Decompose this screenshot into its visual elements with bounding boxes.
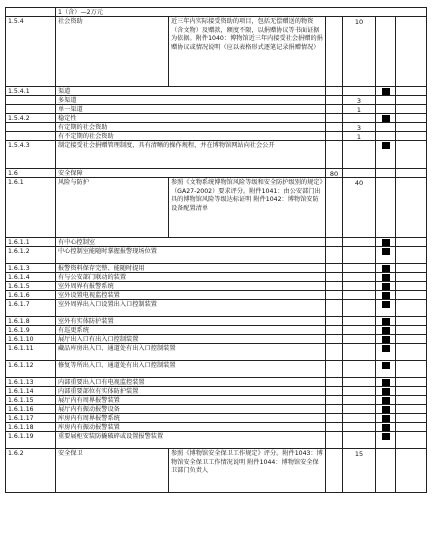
row-score-cell — [325, 122, 342, 131]
row-score-cell — [325, 86, 342, 95]
row-score-cell — [325, 177, 342, 237]
row-item-cell: 库房内有周界报警系统 — [55, 413, 325, 422]
row-id-cell: 1.6.2 — [5, 448, 55, 493]
row-blank-cell — [395, 422, 427, 431]
row-id-cell: 1.6.1.7 — [5, 299, 55, 316]
row-blank-cell — [395, 325, 427, 334]
redaction-mark — [382, 362, 390, 369]
row-blank-cell — [395, 377, 427, 386]
row-blank-cell — [395, 263, 427, 272]
redaction-mark — [382, 336, 390, 343]
row-item-cell: 修复等所出入口、通道处有出入口控制装置 — [55, 360, 325, 377]
row-mark-cell — [375, 246, 395, 263]
row-score-cell — [325, 131, 342, 140]
row-item-cell: 稳定性 — [55, 113, 325, 122]
row-id-cell — [5, 122, 55, 131]
row-mark-cell — [375, 316, 395, 325]
row-id-cell: 1.6.1.16 — [5, 404, 55, 413]
row-mark-cell — [375, 360, 395, 377]
row-id-cell: 1.6.1.4 — [5, 272, 55, 281]
redaction-mark — [382, 248, 390, 255]
row-subscore-cell — [342, 395, 375, 404]
row-id-cell: 1.6.1.18 — [5, 422, 55, 431]
row-score-cell — [325, 422, 342, 431]
row-subscore-cell — [342, 290, 375, 299]
redaction-mark — [382, 265, 390, 272]
redaction-mark — [382, 327, 390, 334]
row-score-cell — [325, 395, 342, 404]
row-item-cell: 室外设置电视监控装置 — [55, 290, 325, 299]
row-subscore-cell — [342, 237, 375, 246]
row-blank-cell — [395, 316, 427, 325]
row-desc-cell: 参照《文物系统博物馆风险等级和安全防护级别的规定》（GA27-2002）要求评分。附件1041：由公安部门出具的博物馆风险等级达标证明 附件1042：博物馆安防设备配置清单 — [168, 177, 325, 237]
row-score-cell — [325, 290, 342, 299]
row-score-cell — [325, 246, 342, 263]
row-score-cell — [325, 413, 342, 422]
row-mark-cell — [375, 95, 395, 104]
row-subscore-cell — [342, 404, 375, 413]
row-item-cell: 中心控制室能随时掌握报警现场位置 — [55, 246, 325, 263]
redaction-mark — [382, 283, 390, 290]
row-id-cell: 1.6.1.15 — [5, 395, 55, 404]
redaction-mark — [382, 88, 390, 95]
row-item-cell: 有与公安部门联动的装置 — [55, 272, 325, 281]
row-blank-cell — [395, 395, 427, 404]
row-item-cell: 有巡更系统 — [55, 325, 325, 334]
row-subscore-cell: 40 — [342, 177, 375, 237]
row-subscore-cell — [342, 325, 375, 334]
row-subscore-cell — [342, 86, 375, 95]
row-blank-cell — [395, 246, 427, 263]
row-item-cell: 内部重要出入口有电视监控装置 — [55, 377, 325, 386]
row-subscore-cell — [342, 299, 375, 316]
row-blank-cell — [395, 386, 427, 395]
row-blank-cell — [395, 290, 427, 299]
row-mark-cell — [375, 272, 395, 281]
row-id-cell: 1.6.1.19 — [5, 431, 55, 448]
row-mark-cell — [375, 122, 395, 131]
row-subscore-cell — [342, 263, 375, 272]
redaction-mark — [382, 239, 390, 246]
row-id-cell: 1.6.1.11 — [5, 343, 55, 360]
row-mark-cell — [375, 140, 395, 168]
row-score-cell — [325, 325, 342, 334]
row-item-cell: 报警资料保存完整、能随时提用 — [55, 263, 325, 272]
row-subscore-cell — [342, 343, 375, 360]
row-mark-cell — [375, 395, 395, 404]
row-item-cell: 库房内有振动报警装置 — [55, 422, 325, 431]
row-score-cell — [325, 16, 342, 86]
row-subscore-cell — [342, 281, 375, 290]
row-mark-cell — [375, 325, 395, 334]
row-id-cell: 1.5.4.2 — [5, 113, 55, 122]
row-item-cell: 制定接受社会捐赠管理制度，具有清晰的操作规程，并在博物馆网站向社会公开 — [55, 140, 325, 168]
row-score-cell — [325, 272, 342, 281]
row-score-cell — [325, 404, 342, 413]
evaluation-table — [5, 7, 427, 493]
redaction-mark — [382, 115, 390, 122]
redaction-mark — [382, 397, 390, 404]
row-blank-cell — [395, 343, 427, 360]
row-subscore-cell — [342, 334, 375, 343]
row-score-cell — [325, 377, 342, 386]
redaction-mark — [382, 424, 390, 431]
row-score-cell — [325, 299, 342, 316]
row-subscore-cell — [342, 168, 375, 177]
row-desc-cell: 近三年内实际接受资助的项目，包括无偿赠送的物资（含文物）及赠款，额度不限，以捐赠协议等书面证据为依据。附件1040：博物馆近三年内接受社会捐赠的捐赠协议或情况说明（应以表格形式逐笔记录捐赠情况） — [168, 16, 325, 86]
row-blank-cell — [395, 404, 427, 413]
row-mark-cell — [375, 343, 395, 360]
row-blank-cell — [395, 448, 427, 493]
row-id-cell: 1.6.1.1 — [5, 237, 55, 246]
row-mark-cell — [375, 299, 395, 316]
redaction-mark — [382, 388, 390, 395]
row-subscore-cell — [342, 431, 375, 448]
header-note-cell — [55, 7, 427, 16]
row-subscore-cell — [342, 377, 375, 386]
row-score-cell — [325, 386, 342, 395]
row-mark-cell — [375, 281, 395, 290]
row-score-cell — [325, 431, 342, 448]
row-blank-cell — [395, 113, 427, 122]
row-mark-cell — [375, 431, 395, 448]
row-item-cell: 有不定期的社会资助 — [55, 131, 325, 140]
row-score-cell — [325, 334, 342, 343]
row-score-cell — [325, 316, 342, 325]
row-id-cell: 1.6.1.12 — [5, 360, 55, 377]
row-id-cell: 1.6.1.14 — [5, 386, 55, 395]
row-id-cell — [5, 131, 55, 140]
redaction-mark — [382, 345, 390, 352]
row-subscore-cell: 15 — [342, 448, 375, 493]
row-mark-cell — [375, 377, 395, 386]
row-blank-cell — [395, 272, 427, 281]
row-blank-cell — [395, 86, 427, 95]
row-score-cell: 80 — [325, 168, 342, 177]
row-mark-cell — [375, 404, 395, 413]
row-item-cell: 有定期的社会资助 — [55, 122, 325, 131]
row-blank-cell — [395, 122, 427, 131]
row-id-cell: 1.6.1.8 — [5, 316, 55, 325]
row-item-cell: 单一渠道 — [55, 104, 325, 113]
row-score-cell — [325, 95, 342, 104]
row-id-cell: 1.6 — [5, 168, 55, 177]
row-score-cell — [325, 448, 342, 493]
row-mark-cell — [375, 113, 395, 122]
row-blank-cell — [395, 177, 427, 237]
row-item-cell: 室外周界出入口设置出入口控制装置 — [55, 299, 325, 316]
row-score-cell — [325, 237, 342, 246]
row-subscore-cell: 1 — [342, 104, 375, 113]
row-mark-cell — [375, 422, 395, 431]
row-score-cell — [325, 281, 342, 290]
row-blank-cell — [395, 360, 427, 377]
row-id-cell: 1.6.1.6 — [5, 290, 55, 299]
row-score-cell — [325, 360, 342, 377]
row-score-cell — [325, 343, 342, 360]
row-mark-cell — [375, 86, 395, 95]
row-score-cell — [325, 263, 342, 272]
row-subscore-cell — [342, 360, 375, 377]
row-subscore-cell — [342, 386, 375, 395]
row-subscore-cell — [342, 113, 375, 122]
row-blank-cell — [395, 299, 427, 316]
row-desc-cell: 参照《博物馆安全保卫工作规定》评分。附件1043：博物馆安全保卫工作情况说明 附件1044：博物馆安全保卫部门负责人 — [168, 448, 325, 493]
row-mark-cell — [375, 237, 395, 246]
row-mark-cell — [375, 290, 395, 299]
redaction-mark — [382, 301, 390, 308]
redaction-mark — [382, 274, 390, 281]
row-blank-cell — [395, 413, 427, 422]
row-mark-cell — [375, 263, 395, 272]
row-mark-cell — [375, 168, 395, 177]
row-blank-cell — [395, 104, 427, 113]
row-id-cell: 1.6.1 — [5, 177, 55, 237]
row-id-cell: 1.6.1.13 — [5, 377, 55, 386]
row-blank-cell — [395, 131, 427, 140]
row-blank-cell — [395, 237, 427, 246]
row-id-cell: 1.5.4.3 — [5, 140, 55, 168]
row-subscore-cell: 3 — [342, 122, 375, 131]
row-item-cell: 多渠道 — [55, 95, 325, 104]
redaction-mark — [382, 292, 390, 299]
row-item-cell: 展厅出入口有出入口控制装置 — [55, 334, 325, 343]
redaction-mark — [382, 406, 390, 413]
row-item-cell: 渠道 — [55, 86, 325, 95]
row-blank-cell — [395, 281, 427, 290]
header-note: 1（含）—2万元 — [58, 9, 103, 16]
row-blank-cell — [395, 168, 427, 177]
row-subscore-cell — [342, 140, 375, 168]
row-subscore-cell: 3 — [342, 95, 375, 104]
row-item-cell: 展厅内有振动报警设备 — [55, 404, 325, 413]
row-item-cell: 风险与防护 — [55, 177, 168, 237]
redaction-mark — [382, 433, 390, 440]
row-score-cell — [325, 113, 342, 122]
row-subscore-cell — [342, 413, 375, 422]
row-mark-cell — [375, 334, 395, 343]
row-item-cell: 安全保障 — [55, 168, 325, 177]
row-item-cell: 室外周界有报警系统 — [55, 281, 325, 290]
row-id-cell: 1.6.1.2 — [5, 246, 55, 263]
row-item-cell: 藏品库房出入口、通道处有出入口控制装置 — [55, 343, 325, 360]
row-id-cell: 1.6.1.5 — [5, 281, 55, 290]
row-mark-cell — [375, 177, 395, 237]
row-id-cell — [5, 95, 55, 104]
row-item-cell: 社会资助 — [55, 16, 168, 86]
row-item-cell: 有中心控制室 — [55, 237, 325, 246]
row-id-cell: 1.5.4 — [5, 16, 55, 86]
row-subscore-cell: 10 — [342, 16, 375, 86]
row-id-cell — [5, 104, 55, 113]
row-id-cell: 1.6.1.3 — [5, 263, 55, 272]
row-item-cell: 室外有实体防护装置 — [55, 316, 325, 325]
row-mark-cell — [375, 386, 395, 395]
redaction-mark — [382, 318, 390, 325]
row-item-cell: 重要展柜安装防撬破碎或设置报警装置 — [55, 431, 325, 448]
row-mark-cell — [375, 104, 395, 113]
row-blank-cell — [395, 431, 427, 448]
row-blank-cell — [395, 16, 427, 86]
row-blank-cell — [395, 334, 427, 343]
row-item-cell: 展厅内有周界报警装置 — [55, 395, 325, 404]
row-id-cell: 1.6.1.9 — [5, 325, 55, 334]
redaction-mark — [382, 379, 390, 386]
row-subscore-cell — [342, 246, 375, 263]
row-mark-cell — [375, 131, 395, 140]
row-blank-cell — [395, 140, 427, 168]
row-id-cell: 1.6.1.17 — [5, 413, 55, 422]
redaction-mark — [382, 415, 390, 422]
row-score-cell — [325, 140, 342, 168]
row-subscore-cell — [342, 316, 375, 325]
row-item-cell: 内部重要部位有实体防护装置 — [55, 386, 325, 395]
header-id-cell — [5, 7, 55, 16]
row-mark-cell — [375, 16, 395, 86]
row-subscore-cell — [342, 272, 375, 281]
redaction-mark — [382, 142, 390, 149]
row-blank-cell — [395, 95, 427, 104]
row-mark-cell — [375, 448, 395, 493]
row-subscore-cell — [342, 422, 375, 431]
row-item-cell: 安全保卫 — [55, 448, 168, 493]
row-mark-cell — [375, 413, 395, 422]
row-subscore-cell: 1 — [342, 131, 375, 140]
row-id-cell: 1.6.1.10 — [5, 334, 55, 343]
row-id-cell: 1.5.4.1 — [5, 86, 55, 95]
row-score-cell — [325, 104, 342, 113]
